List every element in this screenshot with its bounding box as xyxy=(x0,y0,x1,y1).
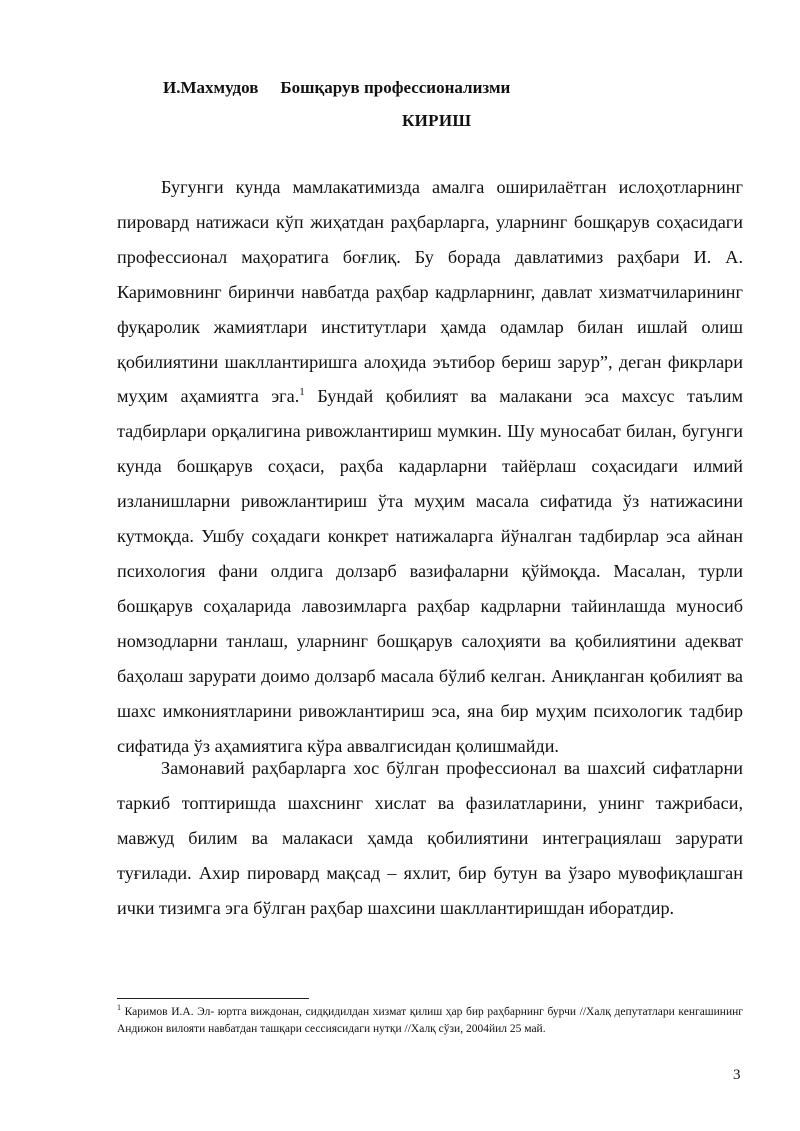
footnote-separator xyxy=(117,998,309,999)
footnote-marker: 1 xyxy=(117,1003,121,1013)
paragraph-2: Замонавий раҳбарларга хос бўлган профессионал ва шахсий сифатларни таркиб топтиришда шахснинг хислат ва фазилатларини, унинг тажрибаси, мавжуд билим ва малакаси ҳамда қобилиятини интеграциялаш зарурати туғилади. Ахир пировард мақсад – яхлит, бир бутун ва ўзаро мувофиқлашган ички тизимга эга бўлган раҳбар шахсини шакллантиришдан иборатдир. xyxy=(117,758,743,918)
paragraph-1 xyxy=(117,170,743,763)
paragraph-1-text-a: Бугунги кунда мамлакатимизда амалга оширилаётган ислоҳотларнинг пировард натижаси кўп жиҳатдан раҳбарларга, уларнинг бошқарув соҳасидаги профессионал маҳоратига боғлиқ. Бу борада давлатимиз раҳбари И. А. Каримовнинг биринчи навбатда раҳбар кадрларнинг, давлат хизматчиларининг фуқаролик жамиятлари институтлари ҳамда одамлар билан ишлай олиш қобилиятини шакллантиришга алоҳида эътибор бериш зарур”, деган фикрлари муҳим аҳамиятга эга. xyxy=(117,177,743,407)
footnote-reference[interactable]: 1 xyxy=(299,386,305,399)
author-title-line xyxy=(163,78,510,98)
page-number: 3 xyxy=(733,1067,741,1083)
author-name: И.Махмудов xyxy=(163,78,259,97)
footnote-text: Каримов И.А. Эл- юртга виждонан, сидқидилдан хизмат қилиш ҳар бир раҳбарнинг бурчи //Халқ депутатлари кенгашининг Андижон вилояти навбатдан ташқари сессиясидаги нутқи //Халқ сўзи, 2004йил 25 май. xyxy=(117,1006,743,1035)
section-heading: КИРИШ xyxy=(402,111,472,130)
document-title: Бошқарув профессионализми xyxy=(280,78,511,97)
footnote xyxy=(117,1004,743,1037)
paragraph-1-text-b: Бундай қобилият ва малакани эса махсус таълим тадбирлари орқалигина ривожлантириш мумкин. Шу муносабат билан, бугунги кунда бошқарув соҳаси, раҳба кадарларни тайёрлаш соҳасидаги илмий изланишларни ривожлантириш ўта муҳим масала сифатида ўз натижасини кутмоқда. Ушбу соҳадаги конкрет натижаларга йўналган тадбирлар эса айнан психология фани олдига долзарб вазифаларни қўймоқда. Масалан, турли бошқарув соҳаларида лавозимларга раҳбар кадрларни тайинлашда муносиб номзодларни танлаш, уларнинг бошқарув салоҳияти ва қобилиятини адекват баҳолаш зарурати доимо долзарб масала бўлиб келган. Аниқланган қобилият ва шахс имкониятларини ривожлантириш эса, яна бир муҳим психологик тадбир сифатида ўз аҳамиятига кўра аввалгисидан қолишмайди. xyxy=(117,386,743,756)
